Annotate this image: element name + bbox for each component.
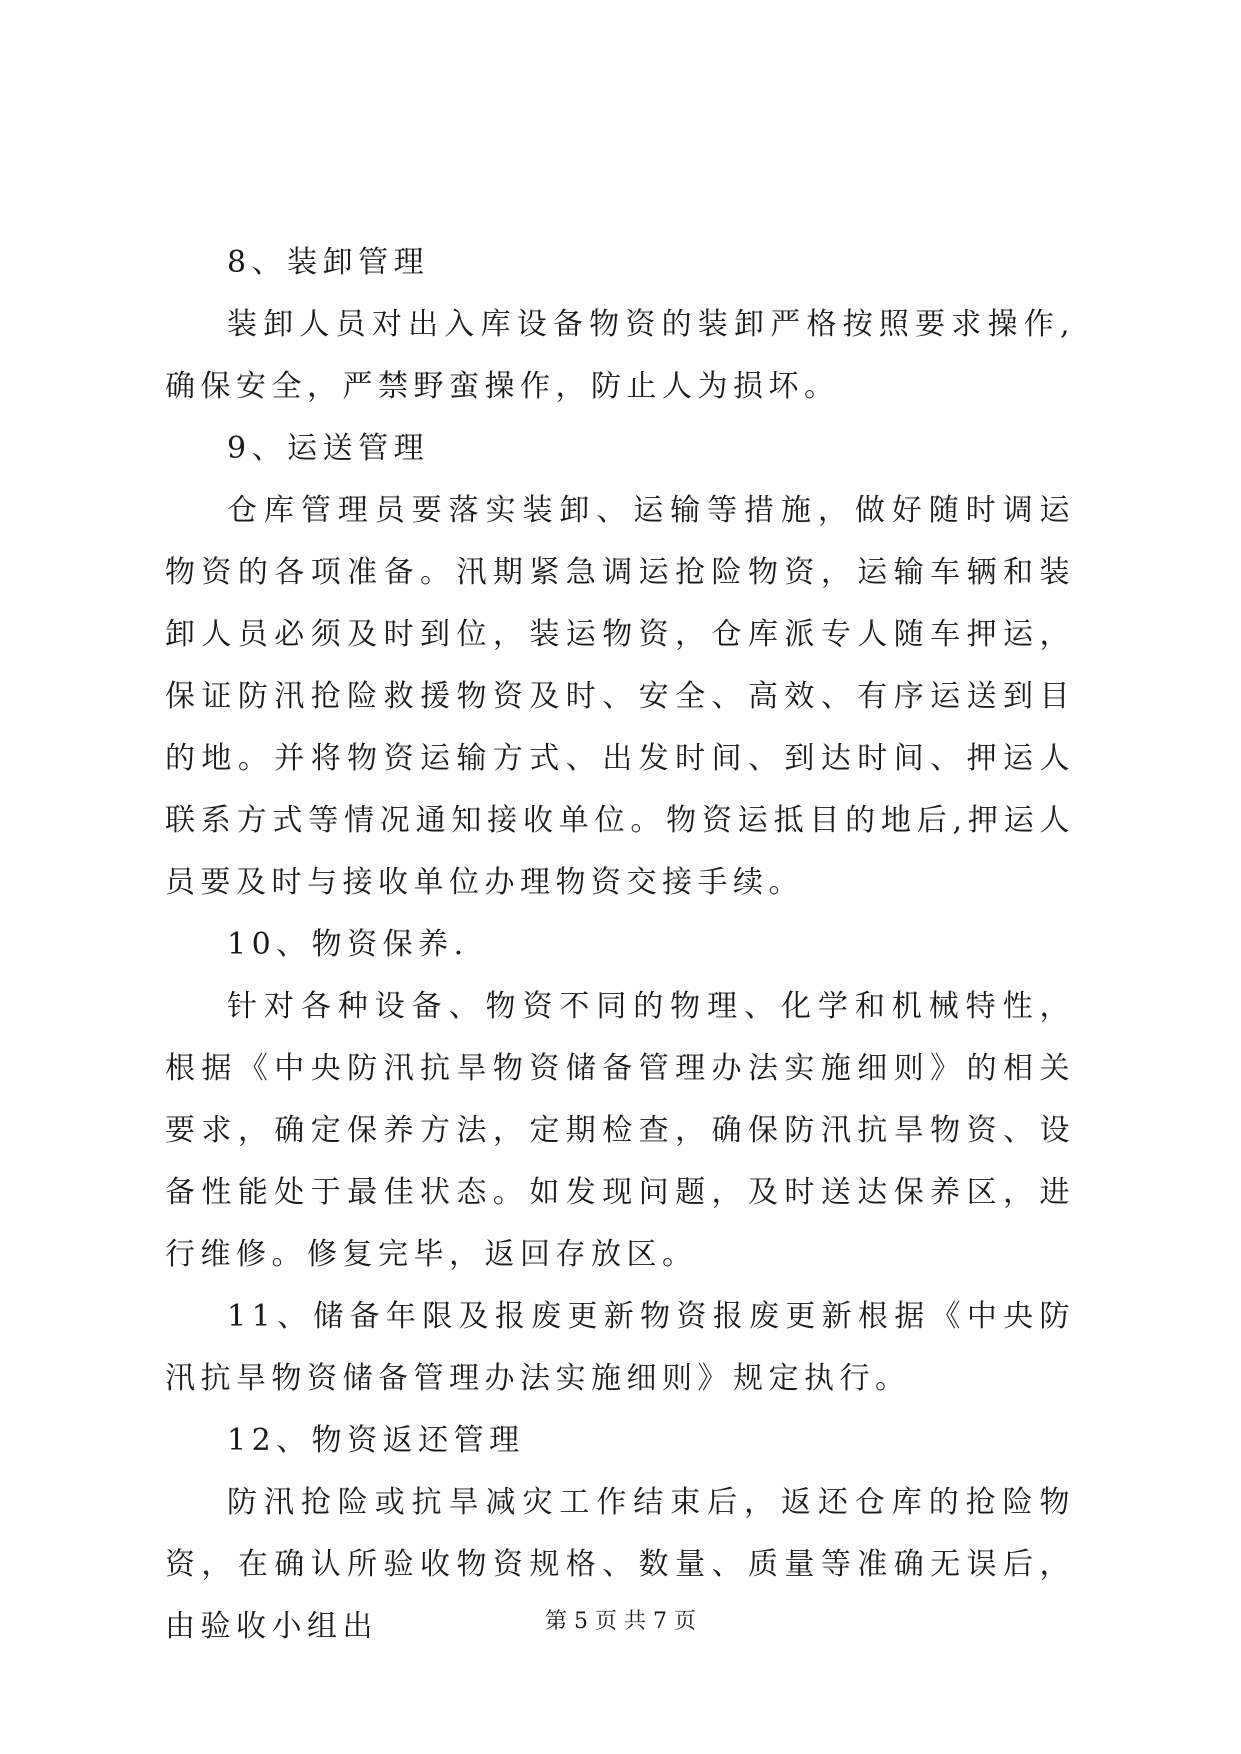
paragraph-section-11: 11、储备年限及报废更新物资报废更新根据《中央防汛抗旱物资储备管理办法实施细则》规定执行。 xyxy=(165,1299,1075,1396)
section-heading-12: 12、物资返还管理 xyxy=(227,1423,525,1458)
section-heading-10: 10、物资保养. xyxy=(227,927,469,962)
paragraph-material-return: 防汛抢险或抗旱减灾工作结束后，返还仓库的抢险物资，在确认所验收物资规格、数量、质量等准确无误后，由验收小组出 xyxy=(165,1485,1075,1644)
paragraph-material-maintenance: 针对各种设备、物资不同的物理、化学和机械特性，根据《中央防汛抗旱物资储备管理办法实施细则》的相关要求，确定保养方法，定期检查，确保防汛抗旱物资、设备性能处于最佳状态。如发现问题，及时送达保养区，进行维修。修复完毕，返回存放区。 xyxy=(165,989,1075,1272)
section-heading-8: 8、装卸管理 xyxy=(227,245,430,280)
paragraph-loading-management: 装卸人员对出入库设备物资的装卸严格按照要求操作,确保安全，严禁野蛮操作，防止人为损坏。 xyxy=(165,307,1075,404)
page-footer: 第 5 页 共 7 页 xyxy=(545,1609,696,1634)
section-heading-9: 9、运送管理 xyxy=(227,431,430,466)
document-body xyxy=(165,232,1075,1658)
paragraph-transport-management: 仓库管理员要落实装卸、运输等措施，做好随时调运物资的各项准备。汛期紧急调运抢险物资，运输车辆和装卸人员必须及时到位，装运物资，仓库派专人随车押运，保证防汛抢险救援物资及时、安全、高效、有序运送到目的地。并将物资运输方式、出发时间、到达时间、押运人联系方式等情况通知接收单位。物资运抵目的地后,押运人员要及时与接收单位办理物资交接手续。 xyxy=(165,493,1075,900)
